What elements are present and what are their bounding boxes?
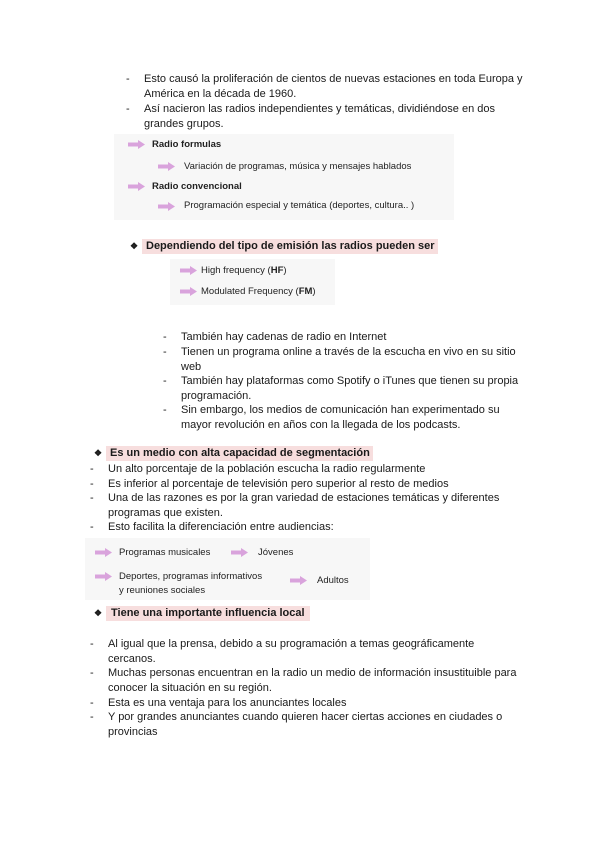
list-item-text: Esto facilita la diferenciación entre audiencias: xyxy=(108,521,334,533)
list-item xyxy=(163,403,533,432)
audience-row2-left-line1: Deportes, programas informativos xyxy=(119,571,263,582)
audience-row2-right: Adultos xyxy=(317,575,349,586)
group1-subtitle: Variación de programas, música y mensajes hablados xyxy=(184,161,412,172)
radio-groups-diagram xyxy=(114,134,454,220)
list-item xyxy=(90,491,520,520)
list-item-text: Una de las razones es por la gran variedad de estaciones temáticas y diferentes programas que existen. xyxy=(108,492,500,519)
frequency-diagram xyxy=(170,259,335,305)
diamond-bullet-icon: ❖ xyxy=(93,608,103,619)
diamond-bullet-icon: ❖ xyxy=(129,241,139,252)
list-item xyxy=(163,374,533,403)
list-item xyxy=(90,520,520,535)
list-item xyxy=(90,477,520,492)
list-item xyxy=(90,710,520,739)
heading-text: Es un medio con alta capacidad de segmentación xyxy=(106,446,373,461)
dash-marker: - xyxy=(90,638,94,650)
dash-marker: - xyxy=(90,667,94,679)
group1-title: Radio formulas xyxy=(152,139,222,150)
audience-row2-left-line2: y reuniones sociales xyxy=(119,585,206,596)
list-item-text: Un alto porcentaje de la población escucha la radio regularmente xyxy=(108,463,426,475)
diamond-bullet-icon: ❖ xyxy=(93,448,103,459)
list-item xyxy=(163,330,533,345)
right-arrow-icon xyxy=(290,576,307,585)
section-heading xyxy=(126,239,438,254)
list-item xyxy=(126,72,536,101)
list-item-text: Tienen un programa online a través de la escucha en vivo en su sitio web xyxy=(181,346,516,373)
heading-text: Tiene una importante influencia local xyxy=(106,606,310,621)
right-arrow-icon xyxy=(158,202,175,211)
right-arrow-icon xyxy=(180,287,197,296)
list-item-text: Esta es una ventaja para los anunciantes locales xyxy=(108,697,347,709)
heading-text: Dependiendo del tipo de emisión las radios pueden ser xyxy=(142,239,438,254)
dash-marker: - xyxy=(163,375,167,387)
section-heading xyxy=(90,446,373,461)
list-item-text: Así nacieron las radios independientes y temáticas, dividiéndose en dos grandes grupos. xyxy=(144,103,495,130)
list-item xyxy=(126,102,536,131)
dash-marker: - xyxy=(90,478,94,490)
right-arrow-icon xyxy=(95,572,112,581)
dash-marker: - xyxy=(90,697,94,709)
dash-marker: - xyxy=(163,404,167,416)
dash-marker: - xyxy=(90,492,94,504)
list-item-text: También hay cadenas de radio en Internet xyxy=(181,331,387,343)
audience-row1-left: Programas musicales xyxy=(119,547,211,558)
audience-diagram xyxy=(85,538,370,600)
list-item-text: Es inferior al porcentaje de televisión pero superior al resto de medios xyxy=(108,478,449,490)
dash-marker: - xyxy=(126,103,130,115)
right-arrow-icon xyxy=(128,182,145,191)
dash-marker: - xyxy=(163,331,167,343)
right-arrow-icon xyxy=(158,162,175,171)
list-item xyxy=(163,345,533,374)
dash-marker: - xyxy=(90,711,94,723)
list-item-text: Muchas personas encuentran en la radio un medio de información insustituible para conocer la situación en su región. xyxy=(108,667,517,694)
list-item-text: Y por grandes anunciantes cuando quieren hacer ciertas acciones en ciudades o provincias xyxy=(108,711,503,738)
list-item xyxy=(90,462,520,477)
list-item-text: También hay plataformas como Spotify o iTunes que tienen su propia programación. xyxy=(181,375,519,402)
frequency-hf: High frequency (HF) xyxy=(201,265,287,276)
section-heading xyxy=(90,606,310,621)
list-item xyxy=(90,666,520,695)
audience-row1-right: Jóvenes xyxy=(258,547,294,558)
list-item xyxy=(90,696,520,711)
right-arrow-icon xyxy=(128,140,145,149)
right-arrow-icon xyxy=(95,548,112,557)
list-item-text: Sin embargo, los medios de comunicación han experimentado su mayor revolución en años con la llegada de los podcasts. xyxy=(181,404,500,431)
list-item-text: Al igual que la prensa, debido a su programación a temas geográficamente cercanos. xyxy=(108,638,475,665)
dash-marker: - xyxy=(90,521,94,533)
dash-marker: - xyxy=(126,73,130,85)
group2-title: Radio convencional xyxy=(152,181,242,192)
list-item-text: Esto causó la proliferación de cientos de nuevas estaciones en toda Europa y América en la década de 1960. xyxy=(144,73,523,100)
right-arrow-icon xyxy=(231,548,248,557)
frequency-fm: Modulated Frequency (FM) xyxy=(201,286,316,297)
group2-subtitle: Programación especial y temática (deportes, cultura.. ) xyxy=(184,200,415,211)
dash-marker: - xyxy=(163,346,167,358)
right-arrow-icon xyxy=(180,266,197,275)
dash-marker: - xyxy=(90,463,94,475)
list-item xyxy=(90,637,520,666)
